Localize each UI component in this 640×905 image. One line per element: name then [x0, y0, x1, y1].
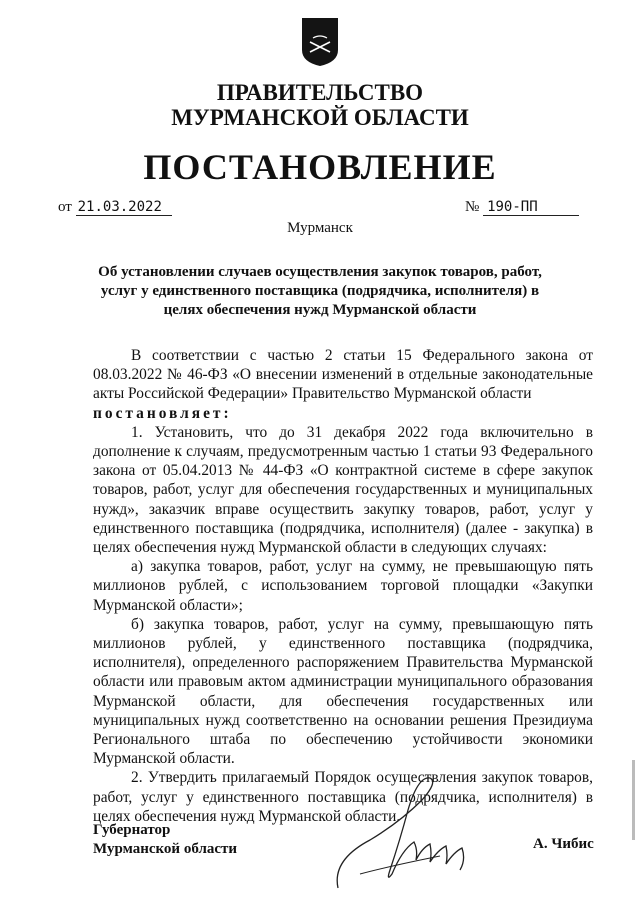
signatory-title-line1: Губернатор — [93, 822, 171, 838]
signatory-title-line2: Мурманской области — [93, 841, 238, 857]
document-type-title: ПОСТАНОВЛЕНИЕ — [143, 147, 497, 187]
document-date — [58, 199, 172, 216]
signatory-title — [93, 821, 237, 859]
handwritten-signature — [330, 770, 480, 900]
document-body — [93, 346, 593, 826]
city-name: Мурманск — [287, 220, 353, 236]
document-number — [465, 199, 579, 216]
coat-of-arms-icon — [300, 16, 340, 68]
org-name-line1: ПРАВИТЕЛЬСТВО — [216, 80, 424, 105]
paragraph-1a: а) закупка товаров, работ, услуг на сумму, не превышающую пять миллионов рублей, с использованием торговой площадки «Закупки Мурманской области»; — [93, 558, 593, 614]
paragraph-1b: б) закупка товаров, работ, услуг на сумму, превышающую пять миллионов рублей, у единственного поставщика (подрядчика, исполнителя), определенного распоряжением Правительства Мурманской области или правовым актом администрации муниципального образования Мурманской области, для обеспечения государственных или муниципальных нужд соответственно на основании решения Президиума Регионального штаба по обеспечению устойчивости экономики Мурманской области. — [93, 615, 593, 768]
scan-margin-mark — [632, 760, 635, 840]
resolves-word: постановляет: — [93, 404, 232, 422]
signatory-name: А. Чибис — [533, 836, 594, 852]
date-prefix: от — [58, 199, 72, 215]
preamble-paragraph: В соответствии с частью 2 статьи 15 Федерального закона от 08.03.2022 № 46-ФЗ «О внесении изменений в отдельные законодательные акты Российской Федерации» Правительство Мурманской области — [93, 347, 593, 403]
paragraph-2: 2. Утвердить прилагаемый Порядок осуществления закупок товаров, работ, услуг у единственного поставщика (подрядчика, исполнителя) в целях обеспечения нужд Мурманской области. — [93, 769, 593, 825]
paragraph-1: 1. Установить, что до 31 декабря 2022 года включительно в дополнение к случаям, предусмотренным частью 1 статьи 93 Федерального закона от 05.04.2013 № 44-ФЗ «О контрактной системе в сфере закупок товаров, работ, услуг для обеспечения государственных и муниципальных нужд», заказчик вправе осуществить закупку товаров, работ, услуг у единственного поставщика (подрядчика, исполнителя) (далее - закупка) в целях обеспечения нужд Мурманской области в следующих случаях: — [93, 423, 593, 557]
date-value: 21.03.2022 — [76, 199, 172, 216]
org-name-line2: МУРМАНСКОЙ ОБЛАСТИ — [171, 105, 469, 130]
number-prefix: № — [465, 199, 480, 215]
document-subject: Об установлении случаев осуществления закупок товаров, работ, услуг у единственного поставщика (подрядчика, исполнителя) в целях обеспечения нужд Мурманской области — [98, 264, 542, 318]
number-value: 190-ПП — [483, 199, 579, 216]
